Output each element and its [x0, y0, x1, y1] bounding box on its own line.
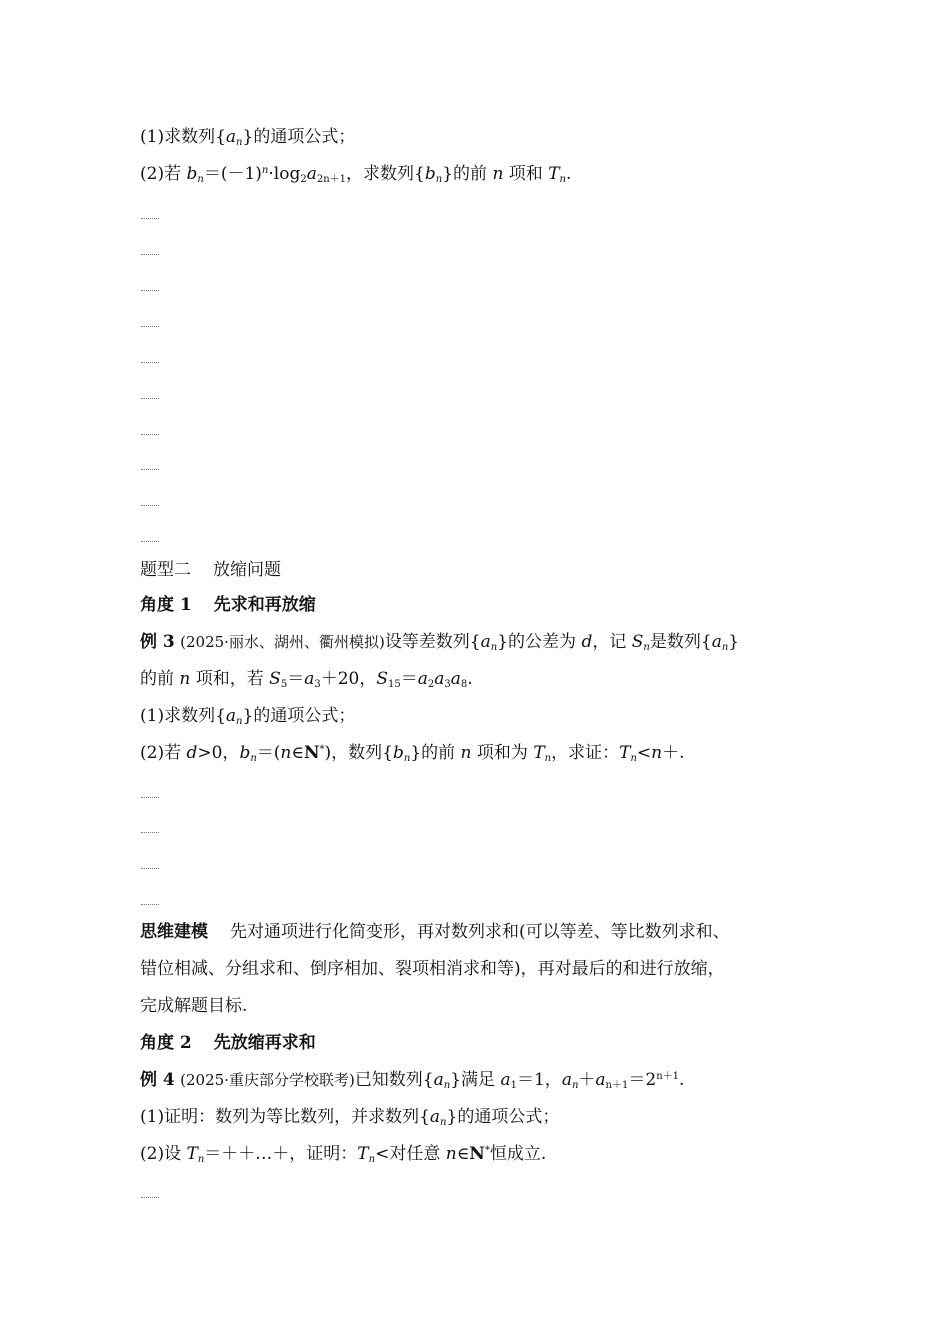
- section-heading: 题型二 放缩问题: [140, 560, 281, 580]
- answer-line: [141, 290, 159, 291]
- ex3-line2: 的前 n 项和，若 $S_5=a_3+20$，$S_{15}=a_2a_3a_8$.: [140, 669, 473, 690]
- answer-line: [141, 362, 159, 363]
- answer-line: [141, 505, 159, 506]
- ex4-part1: (1)证明：数列为等比数列，并求数列$\{a_n\}$的通项公式；: [140, 1107, 560, 1128]
- angle1-heading: 角度 1 先求和再放缩: [140, 595, 316, 615]
- answer-line: [141, 1197, 159, 1198]
- answer-line: [141, 434, 159, 435]
- ex3-part2: (2)若 d>0，$b_n=(n\in N^*)$，数列$\{b_n\}$的前 n 项和为 $T_n$，求证：$T_n<n+$.: [140, 743, 685, 764]
- model-line1: 思维建模 先对通项进行化简变形，再对数列求和(可以等差、等比数列求和、: [140, 922, 730, 942]
- q1-part2: (2)若 $b_n=(-1)^n\cdot\log_2a_{2n+1}$，求数列$\{b_n\}$的前 n 项和 $T_n$.: [140, 164, 572, 185]
- q1-part1: (1)求数列$\{a_n\}$的通项公式；: [140, 127, 356, 148]
- angle2-heading: 角度 2 先放缩再求和: [140, 1033, 316, 1053]
- ex4-line1: 例 4 (2025·重庆部分学校联考)已知数列$\{a_n\}$满足 $a_1=1$，$a_n+a_{n+1}=2^{n+1}$.: [140, 1070, 685, 1091]
- ex3-part1: (1)求数列$\{a_n\}$的通项公式；: [140, 706, 356, 727]
- ex3-line1: 例 3 (2025·丽水、湖州、衢州模拟)设等差数列$\{a_n\}$的公差为 d，记 $S_n$是数列$\{a_n\}$: [140, 632, 740, 653]
- ex4-part2: (2)设 $T_n=++\dots+$，证明：$T_n<$对任意 n∈N*恒成立.: [140, 1144, 547, 1165]
- answer-line: [141, 218, 159, 219]
- answer-line: [141, 868, 159, 869]
- answer-line: [141, 469, 159, 470]
- answer-line: [141, 832, 159, 833]
- answer-line: [141, 541, 159, 542]
- answer-line: [141, 797, 159, 798]
- model-line3: 完成解题目标.: [140, 996, 248, 1016]
- model-line2: 错位相减、分组求和、倒序相加、裂项相消求和等)，再对最后的和进行放缩，: [140, 959, 725, 979]
- answer-line: [141, 254, 159, 255]
- answer-line: [141, 326, 159, 327]
- answer-line: [141, 398, 159, 399]
- answer-line: [141, 904, 159, 905]
